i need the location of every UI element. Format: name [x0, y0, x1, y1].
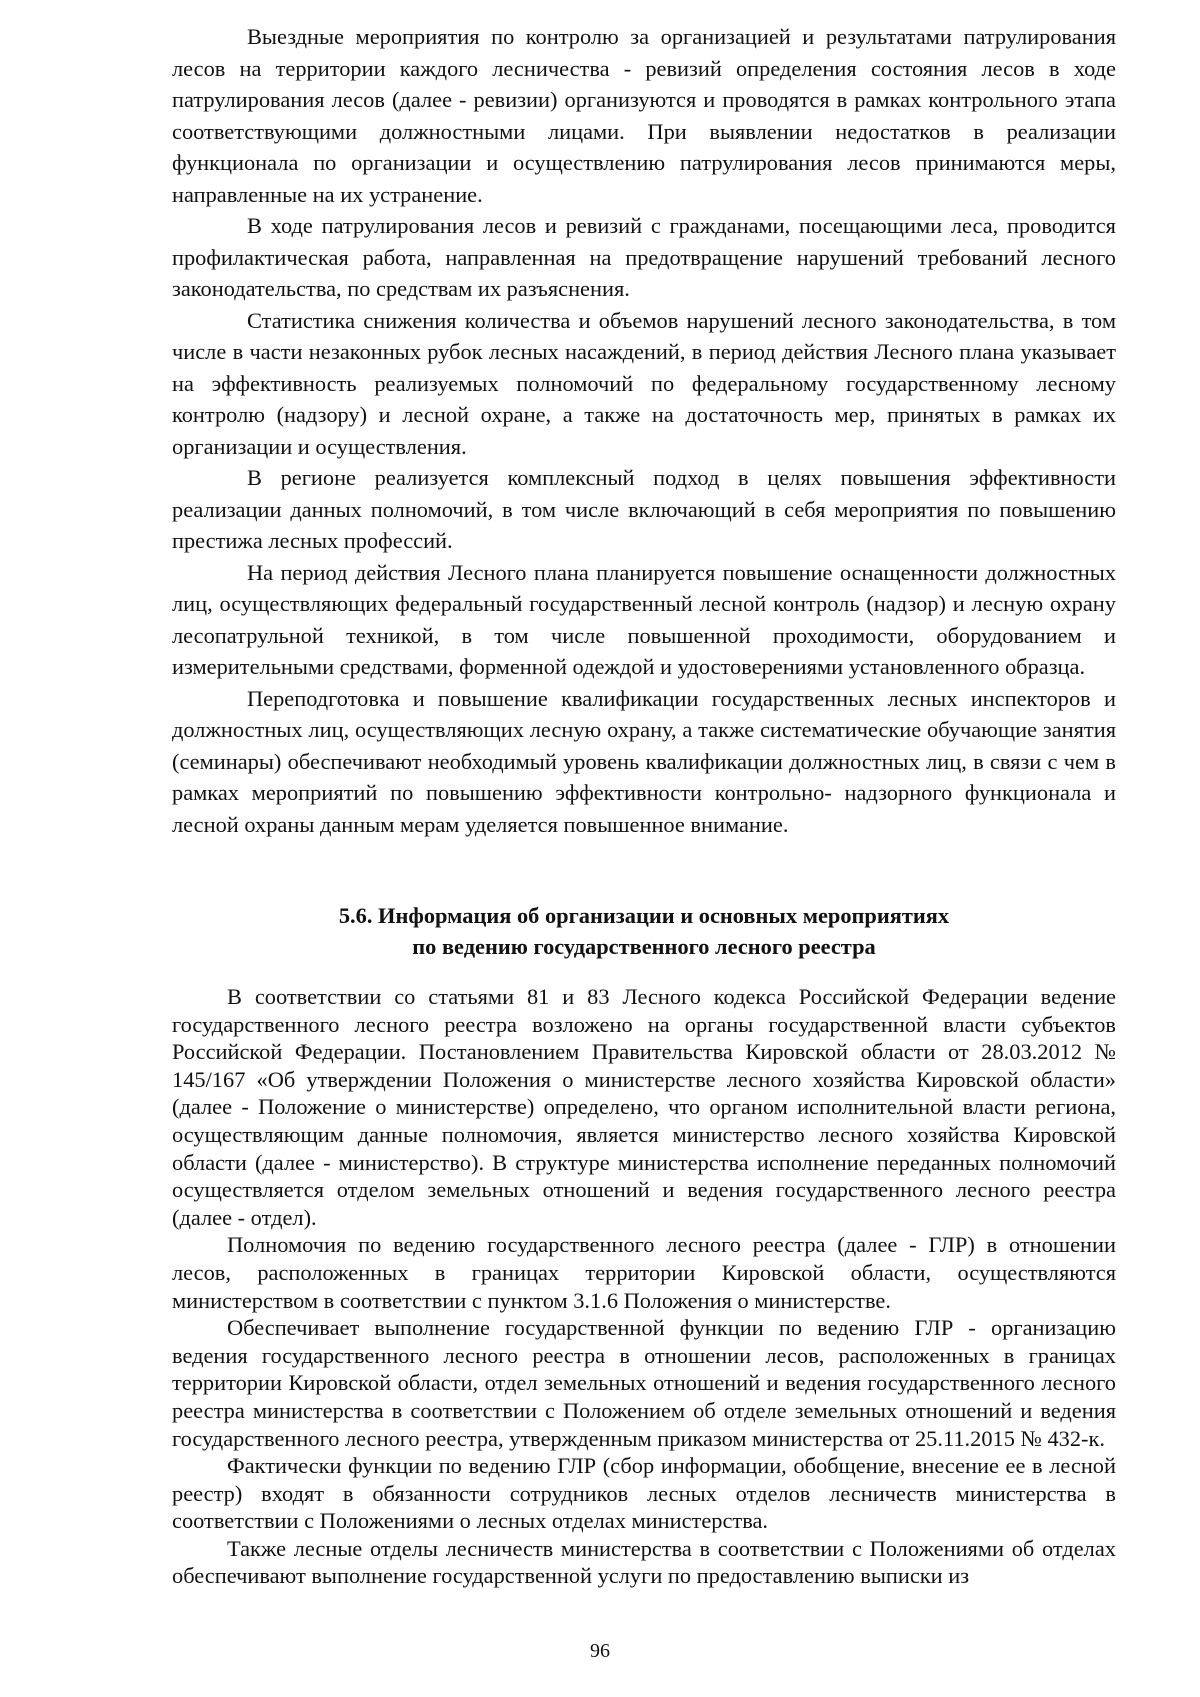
paragraph: Статистика снижения количества и объемов нарушений лесного законодательства, в том числе в части незаконных рубок лесных насаждений, в период действия Лесного плана указывает на эффективность реализуемых полномочий по федеральному государственному лесному контролю (надзору) и лесной охране, а также на достаточность мер, принятых в рамках их организации и осуществления. [172, 307, 1116, 459]
body-text-top [172, 21, 1116, 840]
paragraph: Фактически функции по ведению ГЛР (сбор информации, обобщение, внесение ее в лесной реестр) входят в обязанности сотрудников лесных отделов лесничеств министерства в соответствии с Положениями о лесных отделах министерства. [172, 1453, 1116, 1534]
section-heading-line: 5.6. Информация об организации и основных мероприятиях [338, 903, 950, 928]
paragraph: На период действия Лесного плана планируется повышение оснащенности должностных лиц, осуществляющих федеральный государственный лесной контроль (надзор) и лесную охрану лесопатрульной техникой, в том числе повышенной проходимости, оборудованием и измерительными средствами, форменной одеждой и удостоверениями установленного образца. [172, 559, 1116, 679]
paragraph: Выездные мероприятия по контролю за организацией и результатами патрулирования лесов на территории каждого лесничества - ревизий определения состояния лесов в ходе патрулирования лесов (далее - ревизии) организуются и проводятся в рамках контрольного этапа соответствующими должностными лицами. При выявлении недостатков в реализации функционала по организации и осуществлению патрулирования лесов принимаются меры, направленные на их устранение. [172, 24, 1116, 207]
body-text-bottom [172, 983, 1116, 1590]
section-heading [172, 900, 1116, 962]
paragraph: В регионе реализуется комплексный подход в целях повышения эффективности реализации данных полномочий, в том числе включающий в себя мероприятия по повышению престижа лесных профессий. [172, 465, 1116, 553]
paragraph: В соответствии со статьями 81 и 83 Лесного кодекса Российской Федерации ведение государственного лесного реестра возложено на органы государственной власти субъектов Российской Федерации. Постановлением Правительства Кировской области от 28.03.2012 № 145/167 «Об утверждении Положения о министерстве лесного хозяйства Кировской области» (далее - Положение о министерстве) определено, что органом исполнительной власти региона, осуществляющим данные полномочия, является министерство лесного хозяйства Кировской области (далее - министерство). В структуре министерства исполнение переданных полномочий осуществляется отделом земельных отношений и ведения государственного лесного реестра (далее - отдел). [172, 984, 1116, 1230]
paragraph: Также лесные отделы лесничеств министерства в соответствии с Положениями об отделах обеспечивают выполнение государственной услуги по предоставлению выписки из [172, 1535, 1116, 1589]
paragraph: Полномочия по ведению государственного лесного реестра (далее - ГЛР) в отношении лесов, расположенных в границах территории Кировской области, осуществляются министерством в соответствии с пунктом 3.1.6 Положения о министерстве. [172, 1232, 1116, 1313]
paragraph: Обеспечивает выполнение государственной функции по ведению ГЛР - организацию ведения государственного лесного реестра в отношении лесов, расположенных в границах территории Кировской области, отдел земельных отношений и ведения государственного лесного реестра министерства в соответствии с Положением об отделе земельных отношений и ведения государственного лесного реестра, утвержденным приказом министерства от 25.11.2015 № 432-к. [172, 1315, 1116, 1451]
paragraph: Переподготовка и повышение квалификации государственных лесных инспекторов и должностных лиц, осуществляющих лесную охрану, а также систематические обучающие занятия (семинары) обеспечивают необходимый уровень квалификации должностных лиц, в связи с чем в рамках мероприятий по повышению эффективности контрольно- надзорного функционала и лесной охраны данным мерам уделяется повышенное внимание. [172, 685, 1116, 837]
page-number: 96 [590, 1640, 610, 1662]
section-heading-line: по ведению государственного лесного реестра [412, 934, 876, 959]
paragraph: В ходе патрулирования лесов и ревизий с гражданами, посещающими леса, проводится профилактическая работа, направленная на предотвращение нарушений требований лесного законодательства, по средствам их разъяснения. [172, 213, 1116, 301]
